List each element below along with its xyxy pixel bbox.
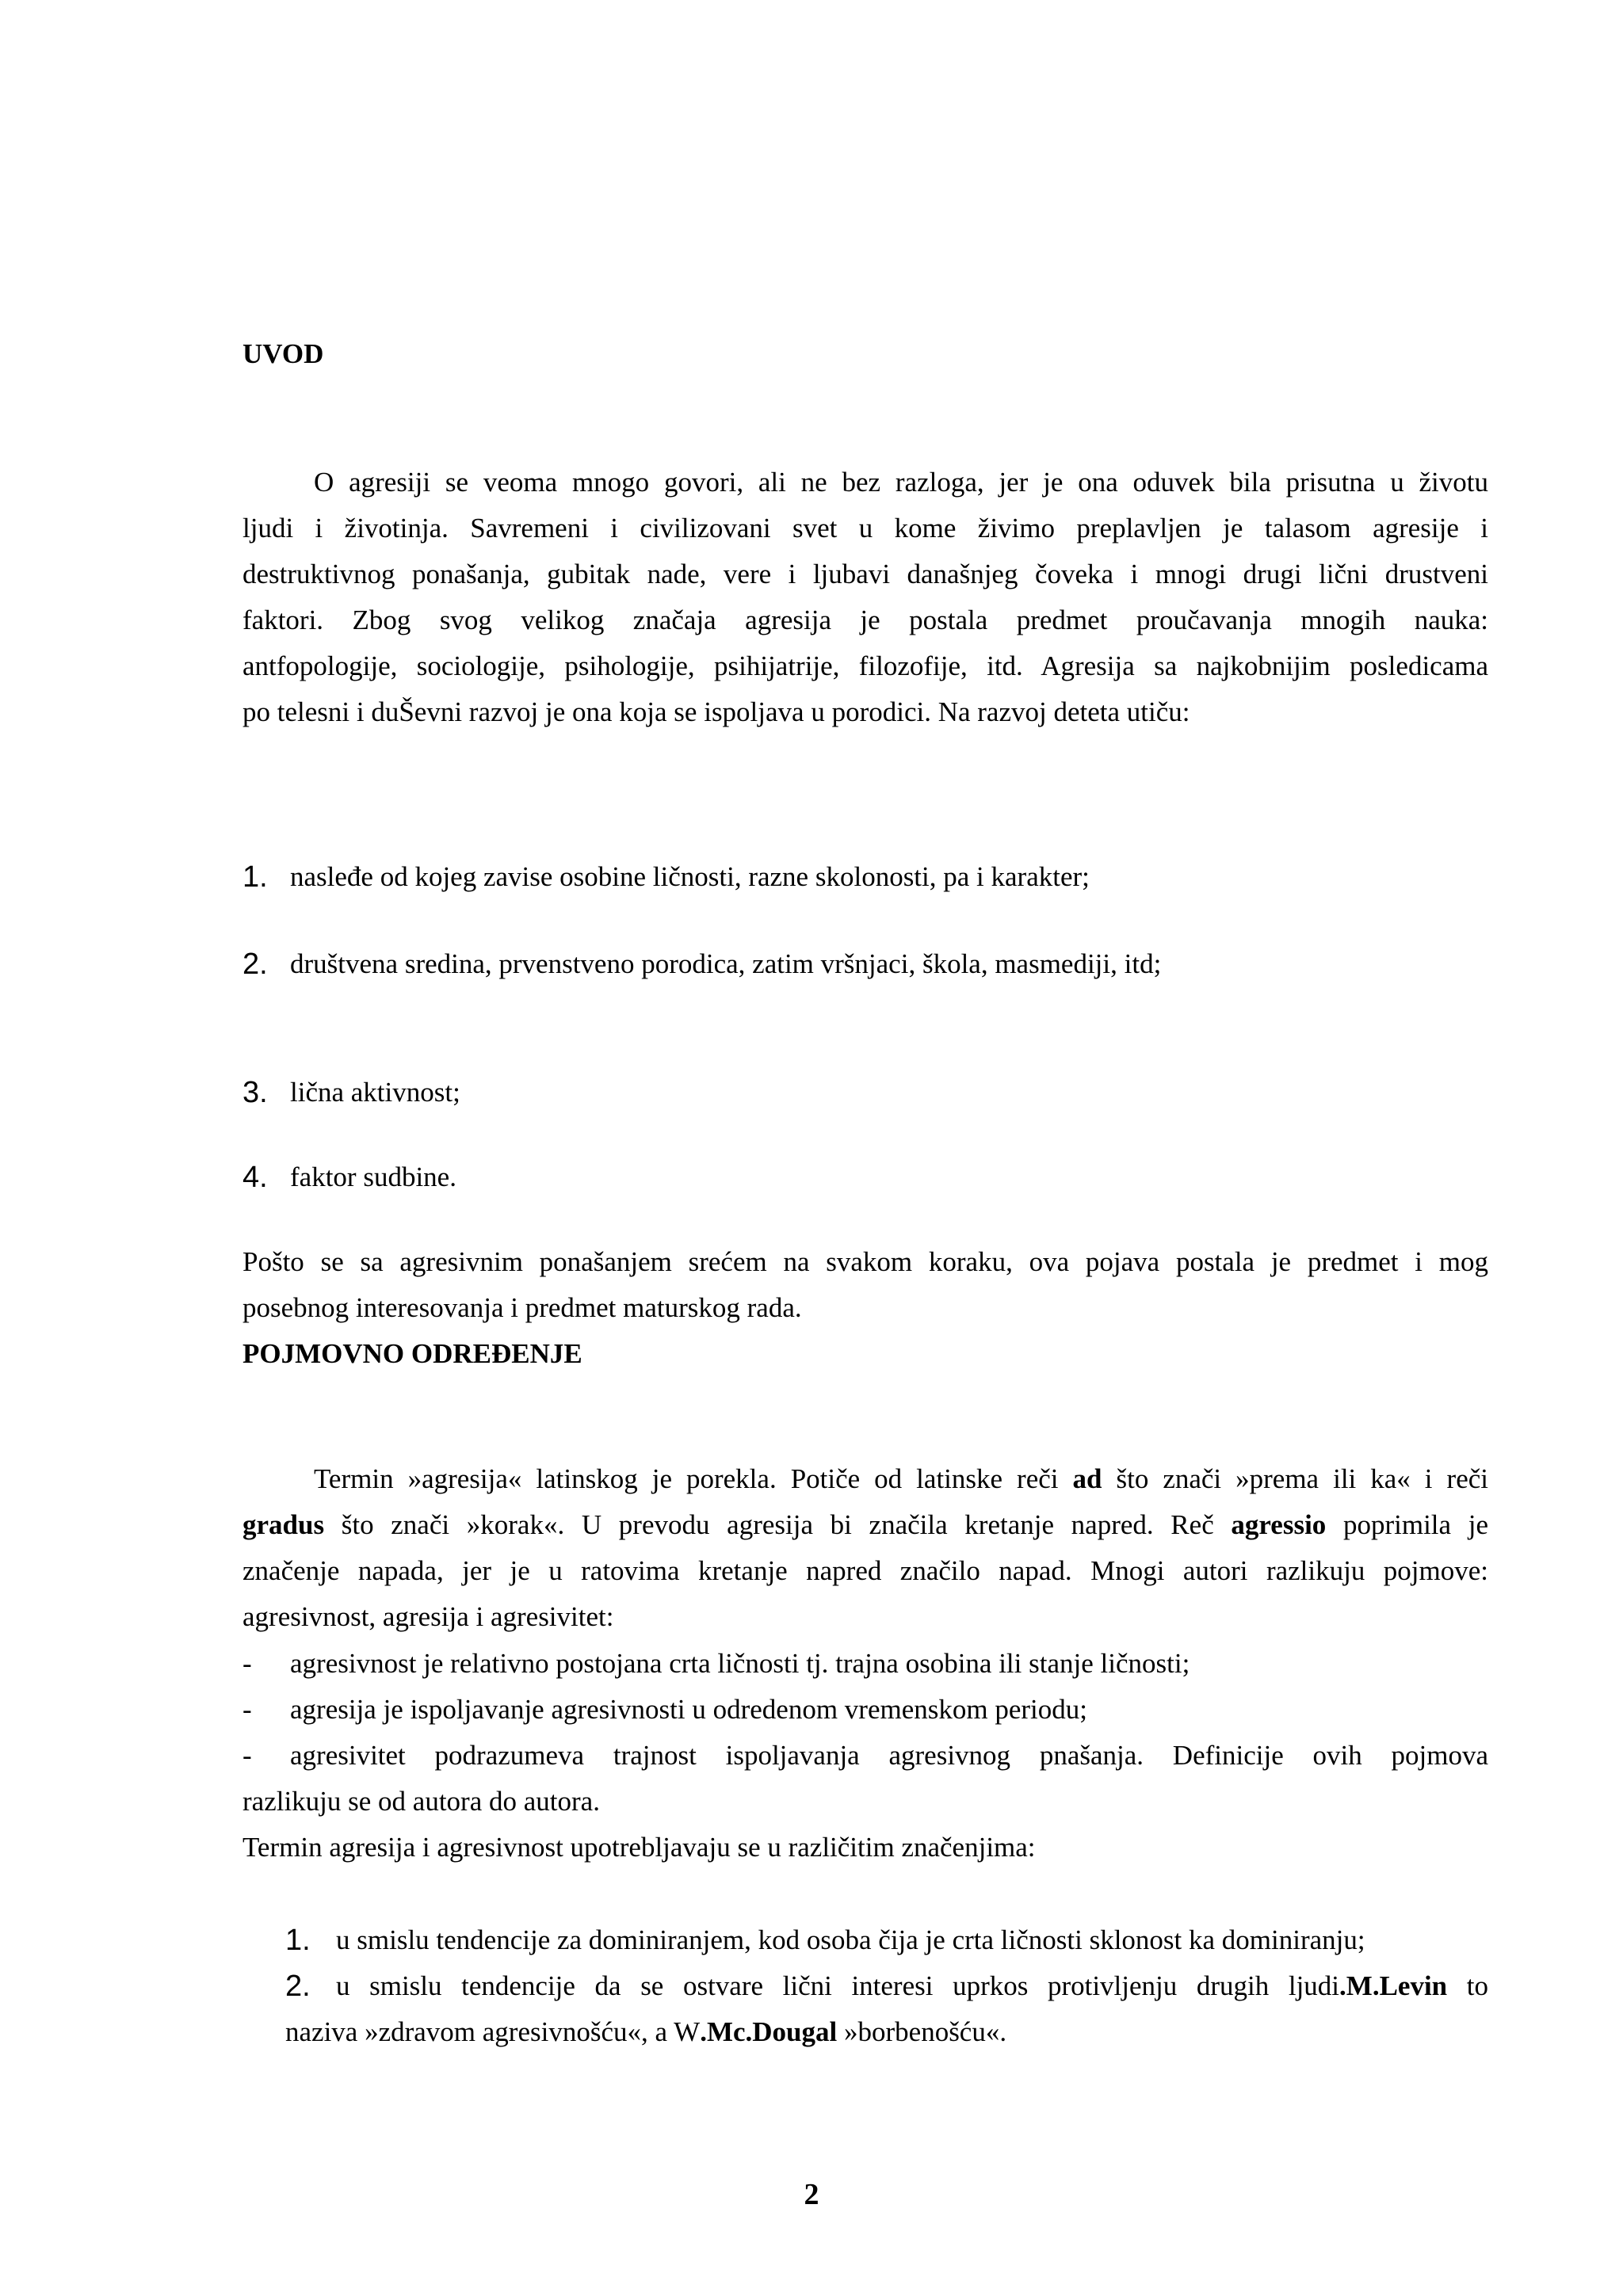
section-heading-pojmovno: POJMOVNO ODREĐENJE bbox=[242, 1338, 582, 1369]
section-heading-uvod: UVOD bbox=[242, 338, 324, 369]
termin-line: Termin agresija i agresivnost upotrebljavaju se u različitim značenjima: bbox=[242, 1832, 1036, 1863]
paragraph-line: po telesni i duŠevni razvoj je ona koja se ispoljava u porodici. Na razvoj deteta utiču: bbox=[242, 696, 1190, 727]
definition-text: agresivitet podrazumeva trajnost ispoljavanja agresivnog pnašanja. Definicije ovih pojmova bbox=[290, 1740, 1488, 1771]
text-run: »borbenošću«. bbox=[837, 2016, 1007, 2047]
definition-item bbox=[242, 1733, 1488, 1779]
posto-paragraph bbox=[242, 1239, 1488, 1331]
paragraph-line: posebnog interesovanja i predmet maturskog rada. bbox=[242, 1292, 802, 1323]
paragraph-line bbox=[285, 2009, 1488, 2055]
definition-continuation: razlikuju se od autora do autora. bbox=[242, 1786, 600, 1817]
list-number: 1. bbox=[285, 1924, 311, 1957]
list-number: 3. bbox=[242, 1076, 268, 1109]
definition-text: agresija je ispoljavanje agresivnosti u odredenom vremenskom periodu; bbox=[290, 1694, 1087, 1725]
term-ad: ad bbox=[1072, 1463, 1102, 1494]
term-gradus: gradus bbox=[242, 1509, 325, 1540]
author-levin: .M.Levin bbox=[1339, 1970, 1448, 2001]
dash-bullet: - bbox=[242, 1694, 252, 1725]
paragraph-line: ljudi i životinja. Savremeni i civilizovani svet u kome živimo preplavljen je talasom agresije i bbox=[242, 513, 1488, 543]
meaning-item bbox=[285, 1963, 1488, 2055]
dash-bullet: - bbox=[242, 1740, 252, 1771]
text-run: Termin »agresija« latinskog je porekla. Potiče od latinske reči bbox=[314, 1463, 1073, 1494]
paragraph-line bbox=[242, 1502, 1488, 1548]
page-number: 2 bbox=[804, 2178, 819, 2211]
paragraph-line: agresivnost, agresija i agresivitet: bbox=[242, 1601, 614, 1632]
list-text: društvena sredina, prvenstveno porodica, zatim vršnjaci, škola, masmediji, itd; bbox=[290, 948, 1162, 979]
text-run: što znači »prema ili ka« i reči bbox=[1102, 1463, 1488, 1494]
definition-text: agresivnost je relativno postojana crta ličnosti tj. trajna osobina ili stanje ličnosti; bbox=[290, 1648, 1190, 1679]
list-item bbox=[242, 854, 1488, 900]
dash-bullet: - bbox=[242, 1648, 252, 1679]
text-run: to bbox=[1447, 1970, 1488, 2001]
paragraph-line: faktori. Zbog svog velikog značaja agresija je postala predmet proučavanja mnogih nauka: bbox=[242, 605, 1488, 635]
list-number: 2. bbox=[242, 948, 268, 981]
meaning-item bbox=[285, 1917, 1488, 1963]
text-run: u smislu tendencije da se ostvare lični interesi uprkos protivljenju drugih ljudi bbox=[336, 1970, 1340, 2001]
list-text: faktor sudbine. bbox=[290, 1161, 456, 1192]
list-item bbox=[242, 941, 1488, 987]
paragraph-line bbox=[242, 1456, 1488, 1502]
paragraph-line: Pošto se sa agresivnim ponašanjem srećem na svakom koraku, ova pojava postala je predmet i mog bbox=[242, 1246, 1488, 1277]
list-text: u smislu tendencije za dominiranjem, kod osoba čija je crta ličnosti sklonost ka dominiranju; bbox=[336, 1924, 1365, 1955]
author-mcdougal: .Mc.Dougal bbox=[700, 2016, 838, 2047]
list-number: 1. bbox=[242, 860, 268, 894]
paragraph-line: O agresiji se veoma mnogo govori, ali ne bez razloga, jer je ona oduvek bila prisutna u životu bbox=[314, 467, 1488, 498]
definition-item bbox=[242, 1641, 1488, 1687]
pojmovno-paragraph bbox=[242, 1456, 1488, 1640]
list-text: nasleđe od kojeg zavise osobine ličnosti, razne skolonosti, pa i karakter; bbox=[290, 861, 1090, 892]
text-run: naziva »zdravom agresivnošću«, a W bbox=[285, 2016, 701, 2047]
text-run: što znači »korak«. U prevodu agresija bi značila kretanje napred. Reč bbox=[324, 1509, 1232, 1540]
list-text: lična aktivnost; bbox=[290, 1077, 460, 1108]
text-run: poprimila je bbox=[1326, 1509, 1488, 1540]
paragraph-line: antfopologije, sociologije, psihologije, psihijatrije, filozofije, itd. Agresija sa najkobnijim posledicama bbox=[242, 650, 1488, 681]
list-item bbox=[242, 1070, 1488, 1116]
list-number: 2. bbox=[285, 1970, 311, 2003]
list-item bbox=[242, 1154, 1488, 1200]
list-number: 4. bbox=[242, 1161, 268, 1194]
definition-item bbox=[242, 1687, 1488, 1733]
paragraph-line: destruktivnog ponašanja, gubitak nade, vere i ljubavi današnjeg čoveka i mnogi drugi lični drustveni bbox=[242, 559, 1488, 589]
term-agressio: agressio bbox=[1231, 1509, 1327, 1540]
paragraph-line: značenje napada, jer je u ratovima kretanje napred značilo napad. Mnogi autori razlikuju pojmove: bbox=[242, 1555, 1488, 1586]
uvod-paragraph bbox=[242, 460, 1488, 735]
meaning-text bbox=[285, 1963, 1488, 2055]
paragraph-line bbox=[336, 1963, 1488, 2009]
